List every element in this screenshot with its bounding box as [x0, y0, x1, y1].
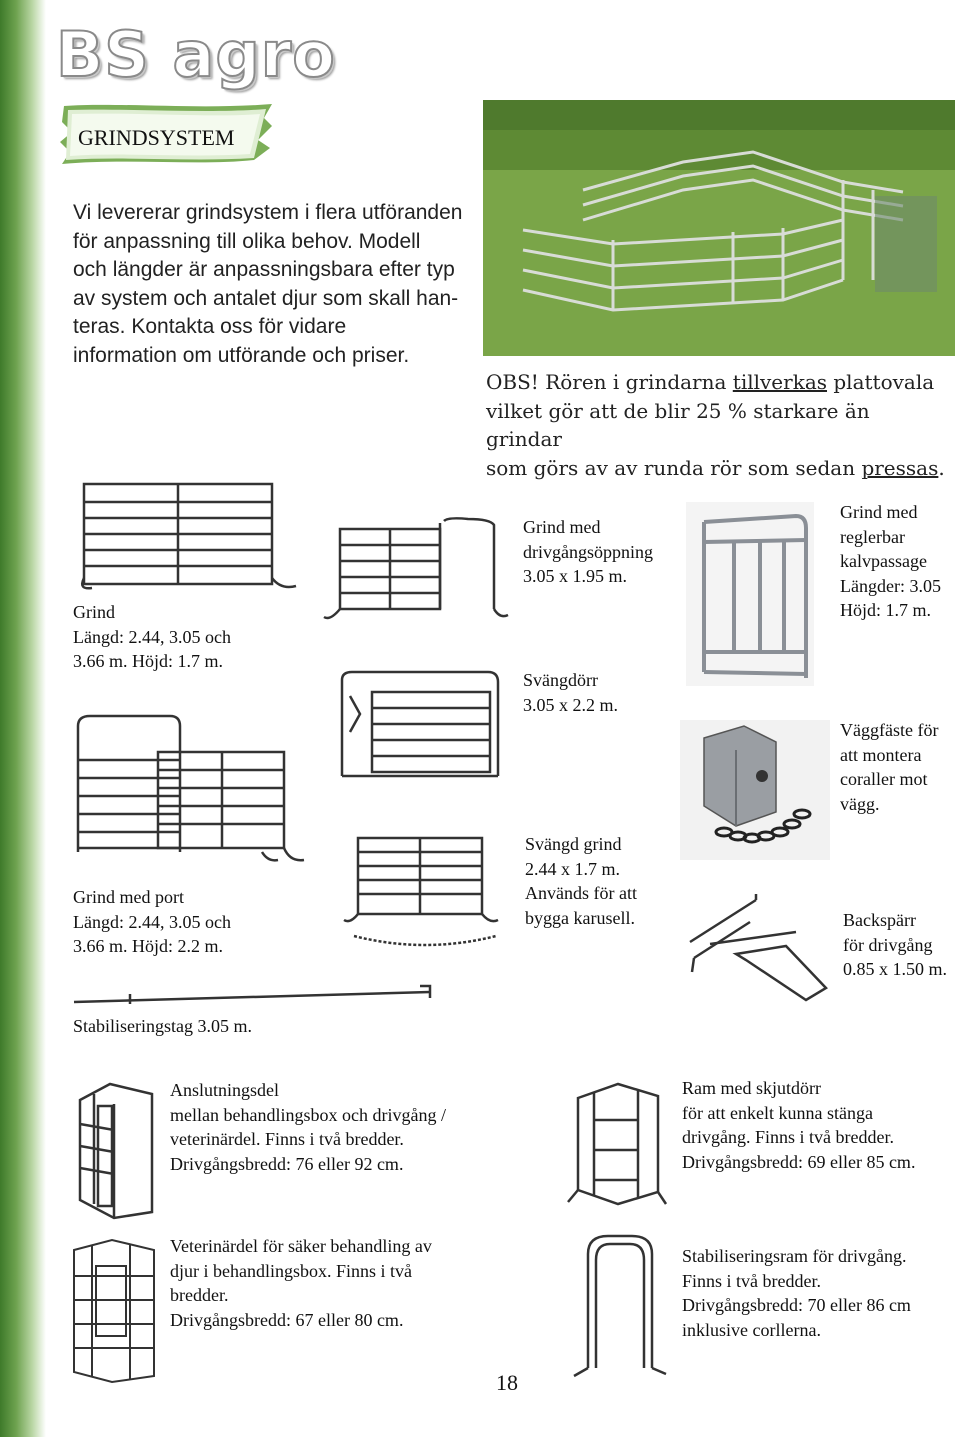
side-stripe	[0, 0, 46, 1437]
wall-bracket-illustration	[680, 720, 830, 860]
caption-ram: Ram med skjutdörr för att enkelt kunna stänga drivgång. Finns i två bredder. Drivgångsbredd: 69 eller 85 cm.	[682, 1078, 916, 1172]
connection-part-illustration	[70, 1080, 160, 1222]
brand-logo: BS agro	[56, 18, 336, 91]
gate-calf-passage-illustration	[686, 502, 814, 686]
caption-anslutning: Anslutningsdel mellan behandlingsbox och drivgång / veterinärdel. Finns i två bredder. Drivgångsbredd: 76 eller 92 cm.	[170, 1080, 446, 1174]
underline-tillverkas: tillverkas	[732, 370, 828, 394]
intro-text: Vi levererar grindsystem i flera utföranden för anpassning till olika behov. Modell och längder är anpassningsbara efter typ av system och antalet djur som skall han- teras. Kontakta oss för vidare information om utförande och priser.	[73, 201, 463, 367]
caption-kalvpassage: Grind med reglerbar kalvpassage Längder: 3.05 Höjd: 1.7 m.	[840, 502, 941, 620]
caption-svangdorr: Svängdörr 3.05 x 2.2 m.	[523, 670, 619, 715]
page-number: 18	[496, 1370, 518, 1395]
obs-note: OBS! Rören i grindarna tillverkas plattovala vilket gör att de blir 25 % starkare än grindar som görs av av runda rör som sedan pressas.	[486, 370, 945, 480]
section-title: GRINDSYSTEM	[78, 125, 235, 150]
gate-drive-opening-illustration	[318, 515, 513, 627]
caption-veterinar: Veterinärdel för säker behandling av djur i behandlingsbox. Finns i två bredder. Drivgångsbredd: 67 eller 80 cm.	[170, 1236, 432, 1330]
gate-illustration	[76, 478, 306, 596]
caption-backsparr: Backspärr för drivgång 0.85 x 1.50 m.	[843, 910, 948, 979]
caption-svangd-grind: Svängd grind 2.44 x 1.7 m. Används för att bygga karusell.	[525, 834, 637, 928]
caption-vaggfaste: Väggfäste för att montera coraller mot vägg.	[840, 720, 939, 814]
corral-photo	[483, 100, 955, 356]
caption-drivgang: Grind med drivgångsöppning 3.05 x 1.95 m.	[523, 517, 653, 586]
caption-stabram: Stabiliseringsram för drivgång. Finns i två bredder. Drivgångsbredd: 70 eller 86 cm inklusive corllerna.	[682, 1246, 911, 1340]
vet-section-illustration	[66, 1236, 162, 1386]
underline-pressas: pressas	[861, 455, 939, 480]
stabilizer-bar-illustration	[70, 982, 440, 1012]
caption-grind: Grind Längd: 2.44, 3.05 och 3.66 m. Höjd: 1.7 m.	[73, 602, 231, 671]
sliding-door-frame-illustration	[564, 1080, 668, 1210]
caption-stag: Stabiliseringstag 3.05 m.	[73, 1016, 252, 1036]
swing-door-illustration	[336, 666, 506, 786]
gate-with-door-illustration	[72, 712, 308, 872]
stabilizer-frame-illustration	[568, 1228, 672, 1378]
anti-backup-illustration	[686, 892, 836, 1004]
curved-gate-illustration	[340, 828, 510, 958]
caption-port: Grind med port Längd: 2.44, 3.05 och 3.66 m. Höjd: 2.2 m.	[73, 887, 231, 956]
